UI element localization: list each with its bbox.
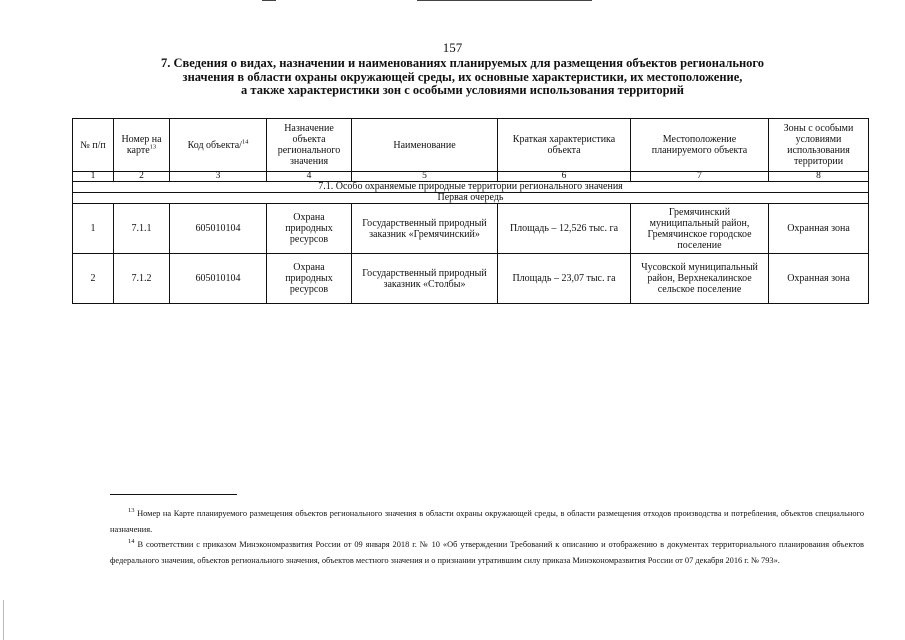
row-name: Государственный природный заказник «Гремячинский» <box>352 204 498 254</box>
table-row <box>73 254 869 304</box>
footnote-text: В соответствии с приказом Минэкономразвития России от 09 января 2018 г. № 10 «Об утверждении Требований к описанию и отображению в документах территориального планирования объектов федерального значения, объектов регионального значения, объектов местного значения и о признании утратившим силу приказа Минэкономразвития России от 07 декабря 2016 г. № 793». <box>110 540 865 565</box>
header-cell-number: № п/п <box>73 119 114 172</box>
row-name: Государственный природный заказник «Столбы» <box>352 254 498 304</box>
header-cell-code: Код объекта/$^{14}$ <box>170 119 267 172</box>
column-number: 4 <box>267 172 352 182</box>
row-number: 2 <box>73 254 114 304</box>
top-border-right <box>417 0 592 1</box>
objects-table <box>72 118 869 304</box>
row-purpose: Охрана природных ресурсов <box>267 254 352 304</box>
column-number: 6 <box>498 172 631 182</box>
row-location: Гремячинский муниципальный район, Гремячинское городское поселение <box>631 204 769 254</box>
header-cell-purpose: Назначение объекта регионального значения <box>267 119 352 172</box>
footnote-ref-14: 14 <box>241 138 249 146</box>
row-purpose: Охрана природных ресурсов <box>267 204 352 254</box>
title-line: а также характеристики зон с особыми условиями использования территорий <box>241 83 684 97</box>
row-zone: Охранная зона <box>769 204 869 254</box>
column-number: 5 <box>352 172 498 182</box>
footnote-mark: 13 <box>128 507 135 515</box>
header-cell-description: Краткая характеристика объекта <box>498 119 631 172</box>
page-number: 157 <box>442 40 463 55</box>
row-code: 605010104 <box>170 254 267 304</box>
stage-row <box>73 193 869 204</box>
footnote-14 <box>110 537 864 568</box>
footnote-13 <box>110 506 864 537</box>
top-border-left <box>262 0 276 1</box>
table-row <box>73 204 869 254</box>
document-title <box>90 57 835 98</box>
header-cell-location: Местоположение планируемого объекта <box>631 119 769 172</box>
header-cell-map-number: Номер на карте$^{13}$ <box>114 119 170 172</box>
column-number-row <box>73 172 869 182</box>
column-number: 7 <box>631 172 769 182</box>
row-zone: Охранная зона <box>769 254 869 304</box>
header-cell-name: Наименование <box>352 119 498 172</box>
header-cell-zones: Зоны с особыми условиями использования территории <box>769 119 869 172</box>
row-number: 1 <box>73 204 114 254</box>
section-title: 7.1. Особо охраняемые природные территории регионального значения <box>73 182 869 193</box>
column-number: 1 <box>73 172 114 182</box>
footnote-separator <box>110 494 237 495</box>
title-line: 7. Сведения о видах, назначении и наименованиях планируемых для размещения объектов регионального <box>160 56 765 70</box>
column-number: 2 <box>114 172 170 182</box>
header-row <box>73 119 869 172</box>
column-number: 3 <box>170 172 267 182</box>
row-code: 605010104 <box>170 204 267 254</box>
column-number: 8 <box>769 172 869 182</box>
footnote-mark: 14 <box>128 538 135 546</box>
row-location: Чусовской муниципальный район, Верхнекалинское сельское поселение <box>631 254 769 304</box>
row-description: Площадь – 23,07 тыс. га <box>498 254 631 304</box>
title-line: значения в области охраны окружающей среды, их основные характеристики, их местоположение, <box>182 69 743 84</box>
stage-title: Первая очередь <box>73 193 869 204</box>
row-map-number: 7.1.1 <box>114 204 170 254</box>
row-description: Площадь – 12,526 тыс. га <box>498 204 631 254</box>
footnote-text: Номер на Карте планируемого размещения объектов регионального значения в области охраны окружающей среды, в области размещения отходов производства и потребления, объектов специального назначения. <box>110 509 865 534</box>
footnotes <box>110 506 864 568</box>
section-row <box>73 182 869 193</box>
footnote-ref-13: 13 <box>149 143 157 151</box>
row-map-number: 7.1.2 <box>114 254 170 304</box>
scan-edge-mark <box>3 600 4 640</box>
